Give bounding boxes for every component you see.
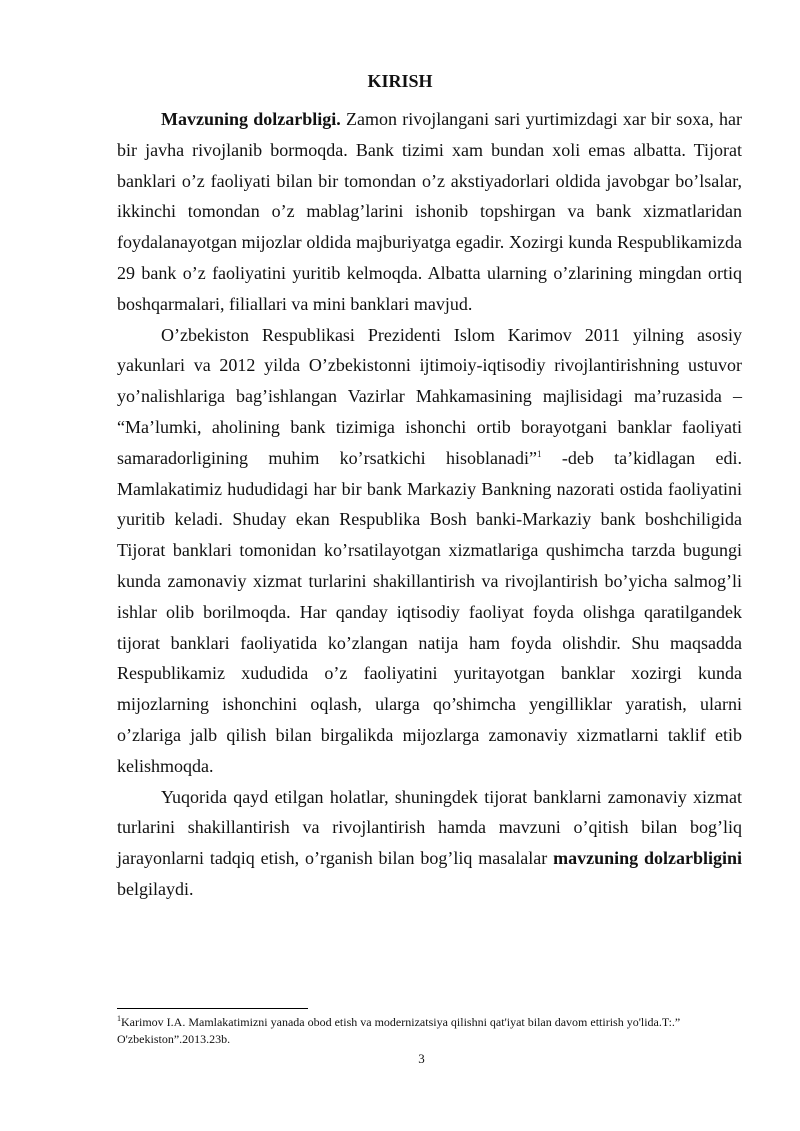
- body-text: [117, 104, 742, 905]
- paragraph-1-lead: Mavzuning dolzarbligi.: [161, 109, 341, 129]
- paragraph-2-text-b: -deb ta’kidlagan edi. Mamlakatimiz hududidagi har bir bank Markaziy Bankning nazorati ostida faoliyatini yuritib keladi. Shuday ekan Respublika Bosh banki-Markaziy bank boshchiligida Tijorat banklari tomonidan ko’rsatilayotgan xizmatlariga qushimcha tarzda bugungi kunda zamonaviy xizmat turlarini shakillantirish va rivojlantirish bo’yicha salmog’li ishlar olib borilmoqda. Har qanday iqtisodiy faoliyat foyda olishga qaratilgandek tijorat banklari faoliyatida ko’zlangan natija ham foyda olishdir. Shu maqsadda Respublikamiz xududida o’z faoliyatini yuritayotgan banklar xozirgi kunda mijozlarning ishonchini oqlash, ularga qo’shimcha yengilliklar yaratish, ularni o’zlariga jalb qilish bilan birgalikda mijozlarga zamonaviy xizmatlarni taklif etib kelishmoqda.: [117, 447, 742, 776]
- page-title: KIRISH: [367, 71, 433, 91]
- page-number: 3: [418, 1051, 425, 1066]
- footnote-divider: [117, 1008, 308, 1009]
- paragraph-1: [117, 104, 742, 320]
- footnote-text: Karimov I.A. Mamlakatimizni yanada obod etish va modernizatsiya qilishni qat'iyat bilan davom ettirish yo'lida.T:.” O'zbekiston”.2013.23b.: [117, 1015, 681, 1046]
- paragraph-1-text: Zamon rivojlangani sari yurtimizdagi xar bir soxa, har bir javha rivojlanib bormoqda. Bank tizimi xam bundan xoli emas albatta. Tijorat banklari o’z faoliyati bilan bir tomondan o’z akstiyadorlari oldida javobgar bo’lsalar, ikkinchi tomondan o’z mablag’larini ishonib topshirgan va bank xizmatlaridan foydalanayotgan mijozlar oldida majburiyatga egadir. Xozirgi kunda Respublikamizda 29 bank o’z faoliyatini yuritib kelmoqda. Albatta ularning o’zlarining mingdan ortiq boshqarmalari, filiallari va mini banklari mavjud.: [117, 109, 742, 314]
- paragraph-3: [117, 782, 742, 905]
- footnote-reference: 1: [536, 448, 542, 459]
- paragraph-2: [117, 320, 742, 782]
- footnote-marker: 1: [117, 1014, 121, 1023]
- paragraph-3-tail: belgilaydi.: [117, 878, 194, 899]
- paragraph-3-bold: mavzuning dolzarbligini: [553, 848, 742, 869]
- paragraph-3-text: Yuqorida qayd etilgan holatlar, shuningdek tijorat banklarni zamonaviy xizmat turlarini shakillantirish va rivojlantirish hamda mavzuni o’qitish bilan bog’liq jarayonlarni tadqiq etish, o’rganish bilan bog’liq masalalar: [117, 786, 742, 869]
- paragraph-2-text-a: O’zbekiston Respublikasi Prezidenti Islom Karimov 2011 yilning asosiy yakunlari va 2012 yilda O’zbekistonni ijtimoiy-iqtisodiy rivojlantirishning ustuvor yo’nalishlariga bag’ishlangan Vazirlar Mahkamasining majlisidagi ma’ruzasida – “Ma’lumki, aholining bank tizimiga ishonchi ortib borayotgani banklar faoliyati samaradorligining muhim ko’rsatkichi hisoblanadi”: [117, 324, 742, 468]
- footnote: [117, 1014, 742, 1048]
